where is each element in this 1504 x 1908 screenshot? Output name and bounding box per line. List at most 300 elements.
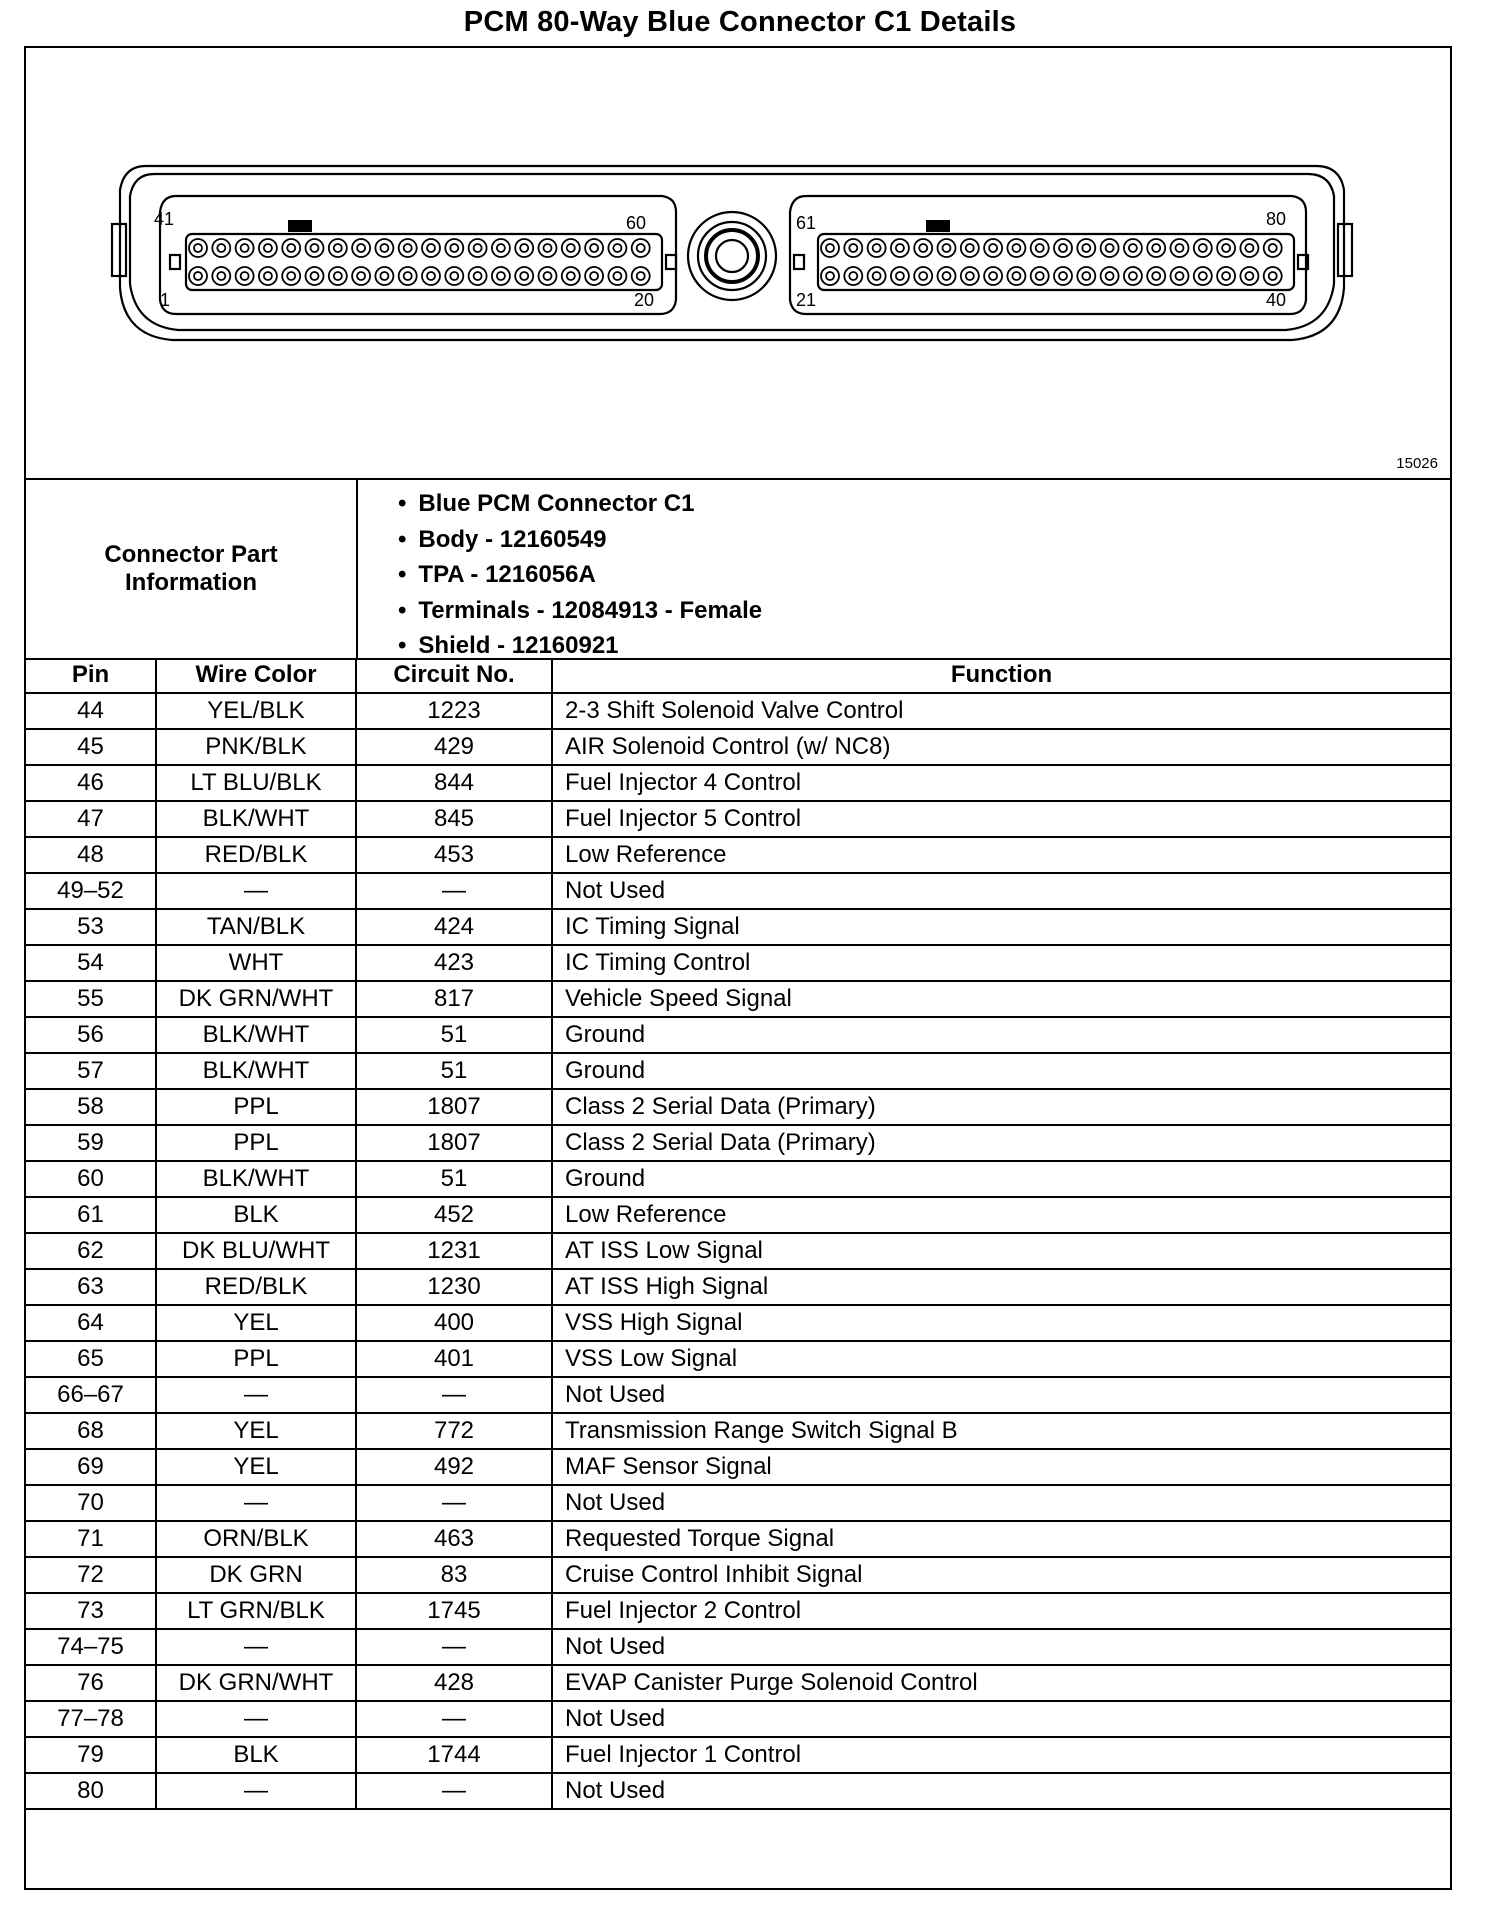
table-row: [26, 1125, 1450, 1161]
pin-hole-center: [357, 272, 365, 280]
pin-hole: [1054, 267, 1072, 285]
pin-hole-center: [1245, 244, 1253, 252]
wire-color-cell: BLK/WHT: [156, 801, 356, 837]
pin-hole-center: [989, 272, 997, 280]
circuit-cell: 817: [356, 981, 552, 1017]
circuit-cell: 1745: [356, 1593, 552, 1629]
wire-color-cell: BLK/WHT: [156, 1161, 356, 1197]
pin-hole-center: [334, 244, 342, 252]
center-bolt-mid: [698, 222, 766, 290]
pin-hole: [821, 267, 839, 285]
pin-hole-center: [194, 272, 202, 280]
pin-hole: [585, 239, 603, 257]
pin-hole-center: [1012, 244, 1020, 252]
pin-hole: [1031, 267, 1049, 285]
circuit-cell: —: [356, 1485, 552, 1521]
wire-color-cell: PPL: [156, 1341, 356, 1377]
connector-face-drawing: [26, 48, 1450, 478]
document-frame: [24, 46, 1452, 1890]
pin-hole-center: [896, 244, 904, 252]
pin-hole: [212, 239, 230, 257]
pin-hole: [212, 267, 230, 285]
connector-part-info: [26, 480, 1450, 660]
pin-hole-center: [590, 244, 598, 252]
pin-cell: 55: [26, 981, 156, 1017]
pin-hole-center: [311, 244, 319, 252]
wire-color-cell: LT BLU/BLK: [156, 765, 356, 801]
function-cell: MAF Sensor Signal: [552, 1449, 1450, 1485]
pin-hole-center: [497, 244, 505, 252]
pin-hole: [632, 239, 650, 257]
table-row: [26, 1233, 1450, 1269]
connector-diagram: [26, 48, 1450, 480]
pin-label-21: 21: [796, 290, 817, 310]
pin-hole-center: [241, 272, 249, 280]
pin-cell: 71: [26, 1521, 156, 1557]
wire-color-cell: RED/BLK: [156, 837, 356, 873]
pin-hole-center: [1245, 272, 1253, 280]
wire-color-cell: —: [156, 1773, 356, 1809]
pin-label-20: 20: [634, 290, 655, 310]
wire-color-cell: RED/BLK: [156, 1269, 356, 1305]
pin-hole-center: [1129, 244, 1137, 252]
wire-color-cell: —: [156, 1701, 356, 1737]
pin-hole: [1194, 239, 1212, 257]
left-lock-tab: [288, 220, 312, 232]
pin-hole-center: [194, 244, 202, 252]
pin-hole-center: [474, 244, 482, 252]
pin-hole-center: [404, 272, 412, 280]
pin-hole: [539, 239, 557, 257]
pin-hole-center: [450, 272, 458, 280]
pin-hole-center: [966, 272, 974, 280]
function-cell: AT ISS High Signal: [552, 1269, 1450, 1305]
function-cell: Ground: [552, 1017, 1450, 1053]
pin-hole-center: [1222, 272, 1230, 280]
function-cell: AT ISS Low Signal: [552, 1233, 1450, 1269]
wire-color-cell: BLK/WHT: [156, 1017, 356, 1053]
circuit-cell: 423: [356, 945, 552, 981]
wire-color-cell: PPL: [156, 1089, 356, 1125]
table-row: [26, 729, 1450, 765]
part-item: • Body - 12160549: [398, 522, 762, 558]
table-row: [26, 1377, 1450, 1413]
pin-hole: [259, 267, 277, 285]
pin-cell: 54: [26, 945, 156, 981]
wire-color-cell: BLK/WHT: [156, 1053, 356, 1089]
pin-cell: 64: [26, 1305, 156, 1341]
table-row: [26, 1557, 1450, 1593]
pin-hole: [585, 267, 603, 285]
pin-hole: [1264, 267, 1282, 285]
table-row: [26, 1413, 1450, 1449]
table-row: [26, 909, 1450, 945]
pin-hole: [938, 267, 956, 285]
pin-hole-center: [613, 244, 621, 252]
pin-hole-center: [567, 244, 575, 252]
pin-hole: [329, 239, 347, 257]
pin-hole: [608, 239, 626, 257]
pin-hole-center: [943, 244, 951, 252]
wire-color-cell: —: [156, 1485, 356, 1521]
pin-cell: 47: [26, 801, 156, 837]
function-cell: Low Reference: [552, 837, 1450, 873]
pin-hole: [1077, 267, 1095, 285]
pin-hole: [1194, 267, 1212, 285]
circuit-cell: 845: [356, 801, 552, 837]
pin-hole: [1054, 239, 1072, 257]
pin-hole: [1217, 239, 1235, 257]
pin-hole: [306, 239, 324, 257]
pin-hole: [984, 239, 1002, 257]
pin-hole-center: [1036, 244, 1044, 252]
pin-hole: [1007, 239, 1025, 257]
pin-hole: [352, 267, 370, 285]
pin-hole-center: [264, 244, 272, 252]
table-row: [26, 1305, 1450, 1341]
pin-hole-center: [1012, 272, 1020, 280]
pin-cell: 77–78: [26, 1701, 156, 1737]
pin-hole-center: [520, 272, 528, 280]
pin-hole-center: [1176, 272, 1184, 280]
pin-hole: [562, 267, 580, 285]
function-cell: VSS High Signal: [552, 1305, 1450, 1341]
pin-hole: [375, 239, 393, 257]
pin-hole: [492, 267, 510, 285]
pin-hole-center: [1082, 272, 1090, 280]
pin-cell: 60: [26, 1161, 156, 1197]
function-cell: Not Used: [552, 1377, 1450, 1413]
wire-color-cell: BLK: [156, 1737, 356, 1773]
pin-hole: [236, 267, 254, 285]
pin-cell: 61: [26, 1197, 156, 1233]
pin-hole-center: [637, 272, 645, 280]
right-pin-cavity: [790, 196, 1306, 314]
part-item: • Terminals - 12084913 - Female: [398, 593, 762, 629]
table-row: [26, 1449, 1450, 1485]
pin-hole-center: [590, 272, 598, 280]
pin-hole-center: [849, 244, 857, 252]
pin-hole: [1171, 267, 1189, 285]
pin-hole-center: [544, 272, 552, 280]
pin-cell: 62: [26, 1233, 156, 1269]
pin-hole-center: [217, 272, 225, 280]
pin-cell: 72: [26, 1557, 156, 1593]
pin-hole-center: [1269, 244, 1277, 252]
pin-label-41: 41: [154, 209, 175, 229]
function-cell: Transmission Range Switch Signal B: [552, 1413, 1450, 1449]
table-row: [26, 1053, 1450, 1089]
pin-cell: 73: [26, 1593, 156, 1629]
table-row: [26, 1629, 1450, 1665]
circuit-cell: 1231: [356, 1233, 552, 1269]
table-row: [26, 1773, 1450, 1809]
wire-color-cell: TAN/BLK: [156, 909, 356, 945]
pin-hole: [259, 239, 277, 257]
pin-cell: 58: [26, 1089, 156, 1125]
table-row: [26, 1485, 1450, 1521]
circuit-cell: 452: [356, 1197, 552, 1233]
pin-hole-center: [427, 244, 435, 252]
pin-hole: [1147, 239, 1165, 257]
pin-hole-center: [380, 272, 388, 280]
circuit-cell: —: [356, 1701, 552, 1737]
table-row: [26, 1521, 1450, 1557]
pin-cell: 48: [26, 837, 156, 873]
pin-hole: [539, 267, 557, 285]
pin-cell: 68: [26, 1413, 156, 1449]
pin-hole-center: [1199, 272, 1207, 280]
circuit-cell: 844: [356, 765, 552, 801]
pin-cell: 44: [26, 693, 156, 729]
pin-hole-center: [1059, 244, 1067, 252]
function-cell: Not Used: [552, 1773, 1450, 1809]
circuit-cell: 51: [356, 1053, 552, 1089]
pin-hole-center: [287, 244, 295, 252]
left-key-right: [666, 255, 676, 269]
circuit-cell: 1807: [356, 1125, 552, 1161]
pin-hole: [469, 267, 487, 285]
circuit-cell: 1807: [356, 1089, 552, 1125]
function-cell: Fuel Injector 4 Control: [552, 765, 1450, 801]
pin-hole: [445, 239, 463, 257]
function-cell: IC Timing Signal: [552, 909, 1450, 945]
pin-hole-center: [1106, 244, 1114, 252]
pin-hole-center: [989, 244, 997, 252]
pin-hole: [1031, 239, 1049, 257]
pin-hole-center: [1176, 244, 1184, 252]
pin-hole-center: [873, 272, 881, 280]
wire-color-cell: DK GRN: [156, 1557, 356, 1593]
pin-hole-center: [1082, 244, 1090, 252]
pin-hole: [282, 267, 300, 285]
pin-hole: [562, 239, 580, 257]
circuit-cell: —: [356, 1629, 552, 1665]
pin-hole: [236, 239, 254, 257]
pin-hole: [306, 267, 324, 285]
pin-hole: [329, 267, 347, 285]
pin-label-1: 1: [160, 290, 171, 310]
pin-hole-center: [1269, 272, 1277, 280]
pin-hole-center: [966, 244, 974, 252]
pin-cell: 74–75: [26, 1629, 156, 1665]
pin-hole: [375, 267, 393, 285]
function-cell: Ground: [552, 1053, 1450, 1089]
pin-hole: [515, 267, 533, 285]
connector-part-info-label: Connector Part Information: [26, 480, 358, 658]
function-cell: Not Used: [552, 1629, 1450, 1665]
pin-cell: 57: [26, 1053, 156, 1089]
pin-label-60: 60: [626, 213, 647, 233]
pin-hole-center: [849, 272, 857, 280]
table-row: [26, 837, 1450, 873]
circuit-cell: 424: [356, 909, 552, 945]
wire-color-cell: BLK: [156, 1197, 356, 1233]
figure-number: 15026: [1396, 455, 1438, 472]
pin-label-61: 61: [796, 213, 817, 233]
pin-hole: [821, 239, 839, 257]
pin-hole: [1124, 267, 1142, 285]
pin-hole-center: [287, 272, 295, 280]
header-wire-color: Wire Color: [156, 658, 356, 693]
pin-hole: [1007, 267, 1025, 285]
pin-hole: [352, 239, 370, 257]
pin-hole: [961, 239, 979, 257]
pin-hole-center: [474, 272, 482, 280]
table-row: [26, 1341, 1450, 1377]
pin-hole: [1101, 267, 1119, 285]
right-lock-tab: [926, 220, 950, 232]
pin-hole-center: [497, 272, 505, 280]
pin-cell: 80: [26, 1773, 156, 1809]
circuit-cell: 400: [356, 1305, 552, 1341]
pin-holes: [189, 239, 1282, 285]
pin-hole: [1147, 267, 1165, 285]
wire-color-cell: LT GRN/BLK: [156, 1593, 356, 1629]
pin-cell: 63: [26, 1269, 156, 1305]
pin-hole-center: [357, 244, 365, 252]
pin-hole-center: [919, 244, 927, 252]
pin-hole: [1240, 267, 1258, 285]
pin-hole: [1264, 239, 1282, 257]
pin-cell: 53: [26, 909, 156, 945]
pin-hole-center: [1152, 272, 1160, 280]
pin-cell: 79: [26, 1737, 156, 1773]
table-row: [26, 693, 1450, 729]
pin-hole-center: [380, 244, 388, 252]
pin-cell: 45: [26, 729, 156, 765]
circuit-cell: 51: [356, 1017, 552, 1053]
pin-hole-center: [311, 272, 319, 280]
pin-hole: [282, 239, 300, 257]
pin-hole: [868, 239, 886, 257]
header-function: Function: [552, 658, 1450, 693]
pin-hole-center: [450, 244, 458, 252]
pin-cell: 65: [26, 1341, 156, 1377]
pin-hole-center: [264, 272, 272, 280]
pin-cell: 56: [26, 1017, 156, 1053]
function-cell: Cruise Control Inhibit Signal: [552, 1557, 1450, 1593]
table-row: [26, 1665, 1450, 1701]
pin-hole: [891, 239, 909, 257]
pin-hole-center: [1106, 272, 1114, 280]
function-cell: Not Used: [552, 873, 1450, 909]
part-item: • TPA - 1216056A: [398, 557, 762, 593]
table-row: [26, 1161, 1450, 1197]
wire-color-cell: PNK/BLK: [156, 729, 356, 765]
pin-hole-center: [873, 244, 881, 252]
pin-table: [26, 658, 1450, 1810]
pin-cell: 46: [26, 765, 156, 801]
function-cell: Class 2 Serial Data (Primary): [552, 1089, 1450, 1125]
table-row: [26, 801, 1450, 837]
pin-hole: [469, 239, 487, 257]
pin-hole: [914, 267, 932, 285]
function-cell: Fuel Injector 5 Control: [552, 801, 1450, 837]
function-cell: Low Reference: [552, 1197, 1450, 1233]
function-cell: EVAP Canister Purge Solenoid Control: [552, 1665, 1450, 1701]
pin-hole-center: [637, 244, 645, 252]
pin-hole-center: [613, 272, 621, 280]
pin-cell: 49–52: [26, 873, 156, 909]
table-row: [26, 1737, 1450, 1773]
pin-hole-center: [1199, 244, 1207, 252]
pin-hole-center: [896, 272, 904, 280]
circuit-cell: 492: [356, 1449, 552, 1485]
function-cell: Fuel Injector 2 Control: [552, 1593, 1450, 1629]
function-cell: Ground: [552, 1161, 1450, 1197]
function-cell: 2-3 Shift Solenoid Valve Control: [552, 693, 1450, 729]
circuit-cell: 428: [356, 1665, 552, 1701]
pin-hole: [1124, 239, 1142, 257]
right-key-left: [794, 255, 804, 269]
pin-hole: [492, 239, 510, 257]
pin-hole-center: [1129, 272, 1137, 280]
wire-color-cell: —: [156, 1629, 356, 1665]
pin-hole-center: [826, 272, 834, 280]
circuit-cell: 453: [356, 837, 552, 873]
pin-hole: [1077, 239, 1095, 257]
function-cell: AIR Solenoid Control (w/ NC8): [552, 729, 1450, 765]
pin-label-80: 80: [1266, 209, 1287, 229]
pin-hole: [891, 267, 909, 285]
pin-hole-center: [1036, 272, 1044, 280]
pin-hole: [1240, 239, 1258, 257]
pin-hole: [1101, 239, 1119, 257]
pin-hole-center: [1059, 272, 1067, 280]
header-circuit-no: Circuit No.: [356, 658, 552, 693]
pin-hole: [422, 239, 440, 257]
pin-hole: [961, 267, 979, 285]
table-row: [26, 1017, 1450, 1053]
circuit-cell: —: [356, 1377, 552, 1413]
pin-hole-center: [919, 272, 927, 280]
circuit-cell: 463: [356, 1521, 552, 1557]
pin-hole-center: [520, 244, 528, 252]
pin-hole: [914, 239, 932, 257]
function-cell: Vehicle Speed Signal: [552, 981, 1450, 1017]
table-row: [26, 945, 1450, 981]
wire-color-cell: YEL: [156, 1449, 356, 1485]
pin-hole-center: [334, 272, 342, 280]
function-cell: IC Timing Control: [552, 945, 1450, 981]
circuit-cell: 1230: [356, 1269, 552, 1305]
part-item: • Shield - 12160921: [398, 628, 762, 664]
page-title: PCM 80-Way Blue Connector C1 Details: [463, 6, 1017, 38]
function-cell: Not Used: [552, 1701, 1450, 1737]
pin-table-header: [26, 658, 1450, 693]
function-cell: Not Used: [552, 1485, 1450, 1521]
pin-hole: [632, 267, 650, 285]
pin-hole-center: [241, 244, 249, 252]
pin-hole: [515, 239, 533, 257]
table-row: [26, 873, 1450, 909]
pin-hole: [868, 267, 886, 285]
pin-cell: 66–67: [26, 1377, 156, 1413]
pin-hole-center: [217, 244, 225, 252]
pin-hole-center: [544, 244, 552, 252]
pin-hole: [1171, 239, 1189, 257]
pin-cell: 70: [26, 1485, 156, 1521]
circuit-cell: 1223: [356, 693, 552, 729]
pin-table-body: [26, 693, 1450, 1809]
pin-hole: [189, 239, 207, 257]
wire-color-cell: —: [156, 1377, 356, 1413]
pin-cell: 76: [26, 1665, 156, 1701]
pin-hole-center: [1152, 244, 1160, 252]
wire-color-cell: —: [156, 873, 356, 909]
wire-color-cell: DK GRN/WHT: [156, 981, 356, 1017]
